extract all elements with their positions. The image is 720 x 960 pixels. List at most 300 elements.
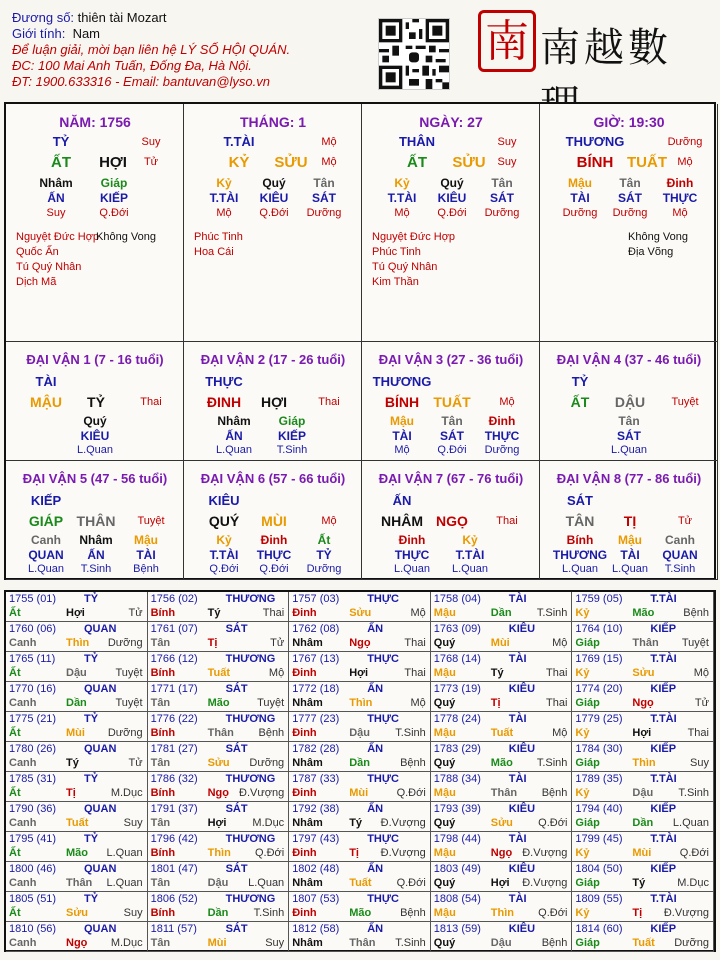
brand-title: 南越數 (540, 25, 672, 71)
ten-god: SÁT (225, 683, 248, 695)
star-name: Nguyệt Đức Hợp (16, 231, 100, 243)
ten-god: KIÊU (508, 623, 536, 635)
hidden-stem: Mậu (134, 533, 158, 547)
stage-label: Q.Đới (679, 847, 709, 859)
stage-label: Mộ (552, 727, 568, 739)
stage-label: Suy (123, 817, 143, 829)
hidden-stem: Ất (317, 533, 331, 547)
earthly-branch: Tý (490, 667, 504, 679)
stage-label: Thai (404, 637, 426, 649)
stage-label: Tuyệt (671, 396, 699, 408)
year-label: 1779 (25) (575, 713, 623, 725)
heavenly-stem: Kỷ (575, 787, 590, 799)
year-cell[interactable] (6, 622, 148, 652)
heavenly-stem: Giáp (575, 757, 600, 769)
year-cell[interactable] (6, 862, 148, 892)
earthly-branch: Tý (632, 877, 646, 889)
heavenly-stem: KỶ (228, 154, 250, 171)
hidden-god: T.TÀI (209, 191, 239, 205)
earthly-branch: Dậu (349, 727, 370, 739)
year-cell[interactable] (148, 682, 290, 712)
year-label: 1775 (21) (9, 713, 57, 725)
heavenly-stem: Đinh (292, 847, 317, 859)
heavenly-stem: Mậu (433, 787, 456, 799)
heavenly-stem: Nhâm (292, 937, 323, 949)
stage-label: Thai (496, 515, 518, 527)
earthly-branch: TUẤT (433, 394, 471, 410)
stage-label: Mộ (552, 637, 568, 649)
address: ĐC: 100 Mai Anh Tuấn, Đống Đa, Hà Nội. (12, 58, 252, 73)
luck-pillar-cell[interactable] (540, 461, 718, 580)
earthly-branch: Dậu (490, 937, 512, 949)
year-cell[interactable] (148, 712, 290, 742)
year-cell[interactable] (572, 802, 714, 832)
year-cell[interactable] (431, 592, 573, 622)
stage-label: L.Quan (248, 877, 285, 889)
year-cell[interactable] (289, 712, 431, 742)
heavenly-stem: Nhâm (292, 697, 323, 709)
hidden-god: THỰC (394, 548, 430, 562)
earthly-branch: Mão (490, 757, 513, 769)
ten-god: TÀI (508, 893, 527, 905)
hidden-stage: L.Quan (76, 444, 114, 456)
heavenly-stem: Canh (9, 697, 37, 709)
heavenly-stem: Ất (9, 847, 21, 859)
pillar-cell[interactable] (6, 104, 184, 342)
heavenly-stem: Đinh (292, 667, 317, 679)
year-label: 1764 (10) (575, 623, 623, 635)
earthly-branch: Dần (207, 907, 229, 919)
ten-god: QUAN (84, 803, 117, 815)
stage-label: M.Dục (677, 877, 709, 889)
ten-god: TỶ (84, 713, 99, 725)
star-name: Không Vong (628, 231, 688, 243)
hidden-god: T.TÀI (455, 548, 485, 562)
stage-label: Q.Đới (254, 847, 285, 859)
year-cell[interactable] (6, 802, 148, 832)
luck-pillar-cell[interactable] (184, 342, 362, 461)
stage-label: Mộ (677, 156, 693, 168)
earthly-branch: Tị (490, 697, 501, 709)
earthly-branch: Sửu (632, 667, 655, 679)
gender-value: Nam (72, 26, 101, 41)
ten-god: TỶ (84, 653, 99, 665)
hidden-stage: L.Quan (393, 563, 431, 575)
year-cell[interactable] (572, 922, 714, 952)
year-cell[interactable] (6, 772, 148, 802)
stage-label: Bệnh (541, 787, 568, 799)
hidden-stage: T.Sinh (276, 444, 308, 456)
heavenly-stem: Giáp (575, 697, 600, 709)
year-cell[interactable] (289, 892, 431, 922)
hidden-stage: Mộ (394, 444, 410, 456)
heavenly-stem: Bính (150, 847, 176, 859)
hidden-god: THỰC (662, 191, 698, 205)
stage-label: Đ.Vượng (522, 877, 568, 889)
year-cell[interactable] (6, 652, 148, 682)
hidden-stage: Bệnh (133, 563, 159, 575)
stage-label: Suy (123, 907, 143, 919)
name-value: thiên tài Mozart (77, 10, 167, 25)
stage-label: Q.Đới (396, 877, 426, 889)
year-cell[interactable] (6, 892, 148, 922)
year-cell[interactable] (148, 592, 290, 622)
year-label: 1794 (40) (575, 803, 623, 815)
luck-pillar-cell[interactable] (362, 461, 540, 580)
earthly-branch: DẬU (614, 394, 646, 410)
heavenly-stem: Kỷ (575, 667, 590, 679)
ten-god: TỶ (52, 134, 70, 149)
header (0, 0, 720, 100)
heavenly-stem: Bính (150, 787, 176, 799)
earthly-branch: Thìn (66, 637, 90, 649)
year-label: 1805 (51) (9, 893, 57, 905)
ten-god: THƯƠNG (372, 374, 432, 389)
hidden-stem: Kỷ (216, 176, 232, 190)
stage-label: Tuyệt (115, 697, 143, 709)
earthly-branch: Thìn (490, 907, 515, 919)
year-label: 1777 (23) (292, 713, 340, 725)
stage-label: Mộ (693, 667, 709, 679)
earthly-branch: Mùi (490, 637, 510, 649)
stage-label: Tuyệt (257, 697, 285, 709)
earthly-branch: Tuất (66, 817, 89, 829)
year-label: 1804 (50) (575, 863, 623, 875)
year-cell[interactable] (431, 772, 573, 802)
earthly-branch: Mão (349, 907, 372, 919)
earthly-branch: Tuất (349, 877, 372, 889)
year-cell[interactable] (289, 622, 431, 652)
year-label: 1796 (42) (150, 833, 198, 845)
year-label: 1793 (39) (433, 803, 481, 815)
stage-label: Mộ (268, 667, 285, 679)
year-cell[interactable] (572, 832, 714, 862)
ten-god: KIÊU (508, 923, 536, 935)
year-label: 1788 (34) (433, 773, 481, 785)
year-label: 1772 (18) (292, 683, 340, 695)
year-cell[interactable] (6, 742, 148, 772)
ten-god: TÀI (508, 593, 527, 605)
year-cell[interactable] (431, 862, 573, 892)
hidden-stage: Mộ (216, 207, 232, 219)
year-cell[interactable] (148, 892, 290, 922)
earthly-branch: Thìn (632, 757, 656, 769)
year-cell[interactable] (289, 682, 431, 712)
stage-label: T.Sinh (253, 907, 285, 919)
hidden-stem: Kỷ (216, 533, 232, 547)
luck-title: ĐẠI VẬN 7 (67 - 76 tuổi) (378, 471, 524, 486)
earthly-branch: Mão (66, 847, 88, 859)
hidden-stem: Tân (619, 176, 641, 190)
pillar-cell[interactable] (184, 104, 362, 342)
year-cell[interactable] (6, 592, 148, 622)
stage-label: Mộ (410, 697, 426, 709)
star-name: Nguyệt Đức Hợp (372, 231, 456, 243)
year-cell[interactable] (289, 862, 431, 892)
year-label: 1800 (46) (9, 863, 57, 875)
year-cell[interactable] (6, 922, 148, 952)
year-cell[interactable] (289, 922, 431, 952)
stage-label: T.Sinh (395, 937, 426, 949)
pillars-chart (4, 102, 716, 580)
hidden-god: KIẾP (99, 191, 128, 205)
year-cell[interactable] (431, 712, 573, 742)
heavenly-stem: Đinh (292, 787, 317, 799)
hidden-stage: Q.Đới (259, 207, 289, 219)
pillar-cell[interactable] (540, 104, 718, 342)
stage-label: Bệnh (400, 907, 426, 919)
ten-god: SÁT (225, 863, 248, 875)
stage-label: L.Quan (672, 817, 709, 829)
hidden-god: KIÊU (437, 191, 467, 205)
year-cell[interactable] (148, 802, 290, 832)
year-label: 1757 (03) (292, 593, 340, 605)
stage-label: Suy (690, 757, 709, 769)
ten-god: THỰC (367, 773, 399, 785)
hidden-stage: Q.Đới (437, 207, 467, 219)
heavenly-stem: Quý (433, 697, 456, 709)
hidden-god: T.TÀI (387, 191, 417, 205)
stage-label: Dưỡng (674, 937, 709, 949)
earthly-branch: HỢI (99, 154, 127, 171)
stage-label: Dưỡng (667, 136, 703, 148)
hidden-stem: Quý (262, 176, 286, 190)
earthly-branch: Dần (349, 757, 370, 769)
year-cell[interactable] (148, 772, 290, 802)
year-cell[interactable] (431, 802, 573, 832)
pillar-title: THÁNG: 1 (239, 114, 307, 130)
year-label: 1801 (47) (150, 863, 198, 875)
hidden-god: KIẾP (277, 429, 306, 443)
stage-label: Bệnh (683, 607, 709, 619)
heavenly-stem: Giáp (575, 637, 600, 649)
earthly-branch: SỬU (452, 154, 486, 171)
year-cell[interactable] (572, 592, 714, 622)
hidden-god: TÀI (620, 548, 640, 562)
year-cell[interactable] (431, 832, 573, 862)
earthly-branch: Sửu (207, 757, 230, 769)
pillar-cell[interactable] (362, 104, 540, 342)
stage-label: Suy (265, 937, 285, 949)
ten-god: THỰC (367, 593, 399, 605)
year-cell[interactable] (572, 712, 714, 742)
ten-god: KIẾP (650, 923, 677, 935)
year-cell[interactable] (289, 742, 431, 772)
year-cell[interactable] (6, 682, 148, 712)
year-label: 1771 (17) (150, 683, 198, 695)
ten-god: THỰC (367, 833, 399, 845)
year-label: 1808 (54) (433, 893, 481, 905)
hidden-god: KIÊU (259, 191, 289, 205)
year-label: 1783 (29) (433, 743, 481, 755)
luck-pillar-cell[interactable] (540, 342, 718, 461)
qr-code-icon[interactable] (378, 18, 450, 90)
year-cell[interactable] (289, 652, 431, 682)
stage-label: Mộ (410, 607, 426, 619)
hidden-god: TÀI (570, 191, 590, 205)
stage-label: Đ.Vượng (380, 847, 426, 859)
stage-label: Đ.Vượng (663, 907, 709, 919)
hidden-stem: Mậu (568, 176, 592, 190)
heavenly-stem: Kỷ (575, 607, 590, 619)
hidden-stem: Tân (313, 176, 335, 190)
year-label: 1791 (37) (150, 803, 198, 815)
hidden-stem: Tân (491, 176, 513, 190)
stage-label: Tử (128, 757, 143, 769)
heavenly-stem: NHÂM (381, 513, 423, 529)
heavenly-stem: Đinh (292, 727, 317, 739)
year-cell[interactable] (431, 652, 573, 682)
luck-pillar-cell[interactable] (6, 461, 184, 580)
annual-luck-table (4, 590, 716, 952)
year-label: 1789 (35) (575, 773, 623, 785)
year-cell[interactable] (289, 592, 431, 622)
year-cell[interactable] (289, 802, 431, 832)
year-label: 1786 (32) (150, 773, 198, 785)
stage-label: Suy (497, 136, 517, 148)
ten-god: T.TÀI (650, 653, 677, 665)
year-cell[interactable] (572, 622, 714, 652)
stage-label: T.Sinh (395, 727, 426, 739)
year-cell[interactable] (148, 832, 290, 862)
stage-label: L.Quan (106, 847, 143, 859)
year-cell[interactable] (572, 772, 714, 802)
ten-god: THƯƠNG (225, 773, 276, 785)
year-cell[interactable] (572, 742, 714, 772)
heavenly-stem: Kỷ (575, 907, 590, 919)
heavenly-stem: ẤT (51, 154, 71, 171)
ten-god: KIẾP (650, 863, 677, 875)
year-cell[interactable] (6, 712, 148, 742)
hidden-stem: Nhâm (39, 176, 73, 190)
year-cell[interactable] (431, 682, 573, 712)
earthly-branch: Dậu (632, 787, 654, 799)
stage-label: Q.Đới (396, 787, 426, 799)
hidden-god: TÀI (392, 429, 412, 443)
hidden-god: SÁT (490, 191, 514, 205)
year-label: 1774 (20) (575, 683, 623, 695)
hidden-god: KIÊU (80, 429, 110, 443)
ten-god: KIẾP (650, 743, 677, 755)
hidden-god: SÁT (312, 191, 336, 205)
stage-label: T.Sinh (536, 607, 568, 619)
luck-pillar-cell[interactable] (362, 342, 540, 461)
earthly-branch: Sửu (490, 817, 513, 829)
year-label: 1778 (24) (433, 713, 481, 725)
heavenly-stem: Canh (9, 817, 37, 829)
year-label: 1799 (45) (575, 833, 623, 845)
year-cell[interactable] (431, 922, 573, 952)
luck-pillar-cell[interactable] (184, 461, 362, 580)
hidden-stem: Mậu (618, 533, 642, 547)
ten-god: SÁT (225, 623, 248, 635)
gender-label: Giới tính: (12, 26, 66, 41)
hidden-god: QUAN (662, 548, 698, 562)
heavenly-stem: Ất (9, 787, 21, 799)
ten-god: ẤN (367, 683, 384, 695)
stage-label: M.Dục (110, 937, 143, 949)
stage-label: Thai (404, 667, 426, 679)
year-cell[interactable] (148, 622, 290, 652)
year-cell[interactable] (431, 622, 573, 652)
ten-god: ẤN (392, 493, 412, 508)
hidden-stem: Kỷ (462, 533, 478, 547)
ten-god: QUAN (84, 923, 117, 935)
ten-god: ẤN (367, 923, 384, 935)
heavenly-stem: Mậu (433, 607, 456, 619)
year-cell[interactable] (431, 742, 573, 772)
year-cell[interactable] (572, 652, 714, 682)
ten-god: THƯƠNG (225, 593, 276, 605)
year-cell[interactable] (289, 772, 431, 802)
heavenly-stem: ĐINH (206, 394, 242, 410)
ten-god: TÀI (508, 833, 527, 845)
hidden-stage: Q.Đới (99, 207, 129, 219)
heavenly-stem: Kỷ (575, 847, 590, 859)
heavenly-stem: Mậu (433, 667, 456, 679)
year-cell[interactable] (431, 892, 573, 922)
earthly-branch: HỢI (261, 394, 287, 410)
ten-god: THỰC (367, 893, 399, 905)
earthly-branch: Tý (66, 757, 79, 769)
earthly-branch: SỬU (274, 154, 308, 171)
heavenly-stem: Giáp (575, 877, 600, 889)
year-label: 1782 (28) (292, 743, 340, 755)
year-cell[interactable] (148, 922, 290, 952)
hidden-stage: T.Sinh (664, 563, 696, 575)
heavenly-stem: Tân (150, 937, 171, 949)
heavenly-stem: Mậu (433, 727, 456, 739)
heavenly-stem: Quý (433, 937, 456, 949)
ten-god: THƯƠNG (225, 893, 276, 905)
year-cell[interactable] (572, 682, 714, 712)
heavenly-stem: Canh (9, 877, 37, 889)
ten-god: THỰC (367, 713, 399, 725)
hidden-stage: Dưỡng (484, 207, 520, 219)
heavenly-stem: Quý (433, 637, 456, 649)
heavenly-stem: Quý (433, 877, 456, 889)
earthly-branch: TUẤT (627, 154, 667, 171)
year-cell[interactable] (572, 862, 714, 892)
year-cell[interactable] (572, 892, 714, 922)
year-cell[interactable] (289, 832, 431, 862)
hidden-stage: Mộ (394, 207, 410, 219)
earthly-branch: Dậu (207, 877, 229, 889)
luck-pillar-cell[interactable] (6, 342, 184, 461)
year-label: 1776 (22) (150, 713, 198, 725)
hidden-stage: Dưỡng (306, 207, 342, 219)
year-label: 1761 (07) (150, 623, 198, 635)
luck-title: ĐẠI VẬN 5 (47 - 56 tuổi) (22, 471, 168, 486)
year-cell[interactable] (148, 862, 290, 892)
heavenly-stem: QUÝ (208, 513, 240, 529)
year-cell[interactable] (6, 832, 148, 862)
stage-label: Thai (687, 727, 709, 739)
earthly-branch: Dần (66, 697, 87, 709)
year-label: 1813 (59) (433, 923, 481, 935)
ten-god: KIẾP (650, 683, 677, 695)
year-label: 1763 (09) (433, 623, 481, 635)
hidden-stage: Q.Đới (209, 563, 239, 575)
year-cell[interactable] (148, 742, 290, 772)
luck-title: ĐẠI VẬN 4 (37 - 46 tuổi) (556, 352, 702, 367)
heavenly-stem: Canh (9, 637, 37, 649)
ten-god: THƯƠNG (225, 713, 276, 725)
hidden-stage: Mộ (672, 207, 688, 219)
earthly-branch: Dần (490, 607, 512, 619)
year-cell[interactable] (148, 652, 290, 682)
ten-god: TÀI (508, 713, 527, 725)
